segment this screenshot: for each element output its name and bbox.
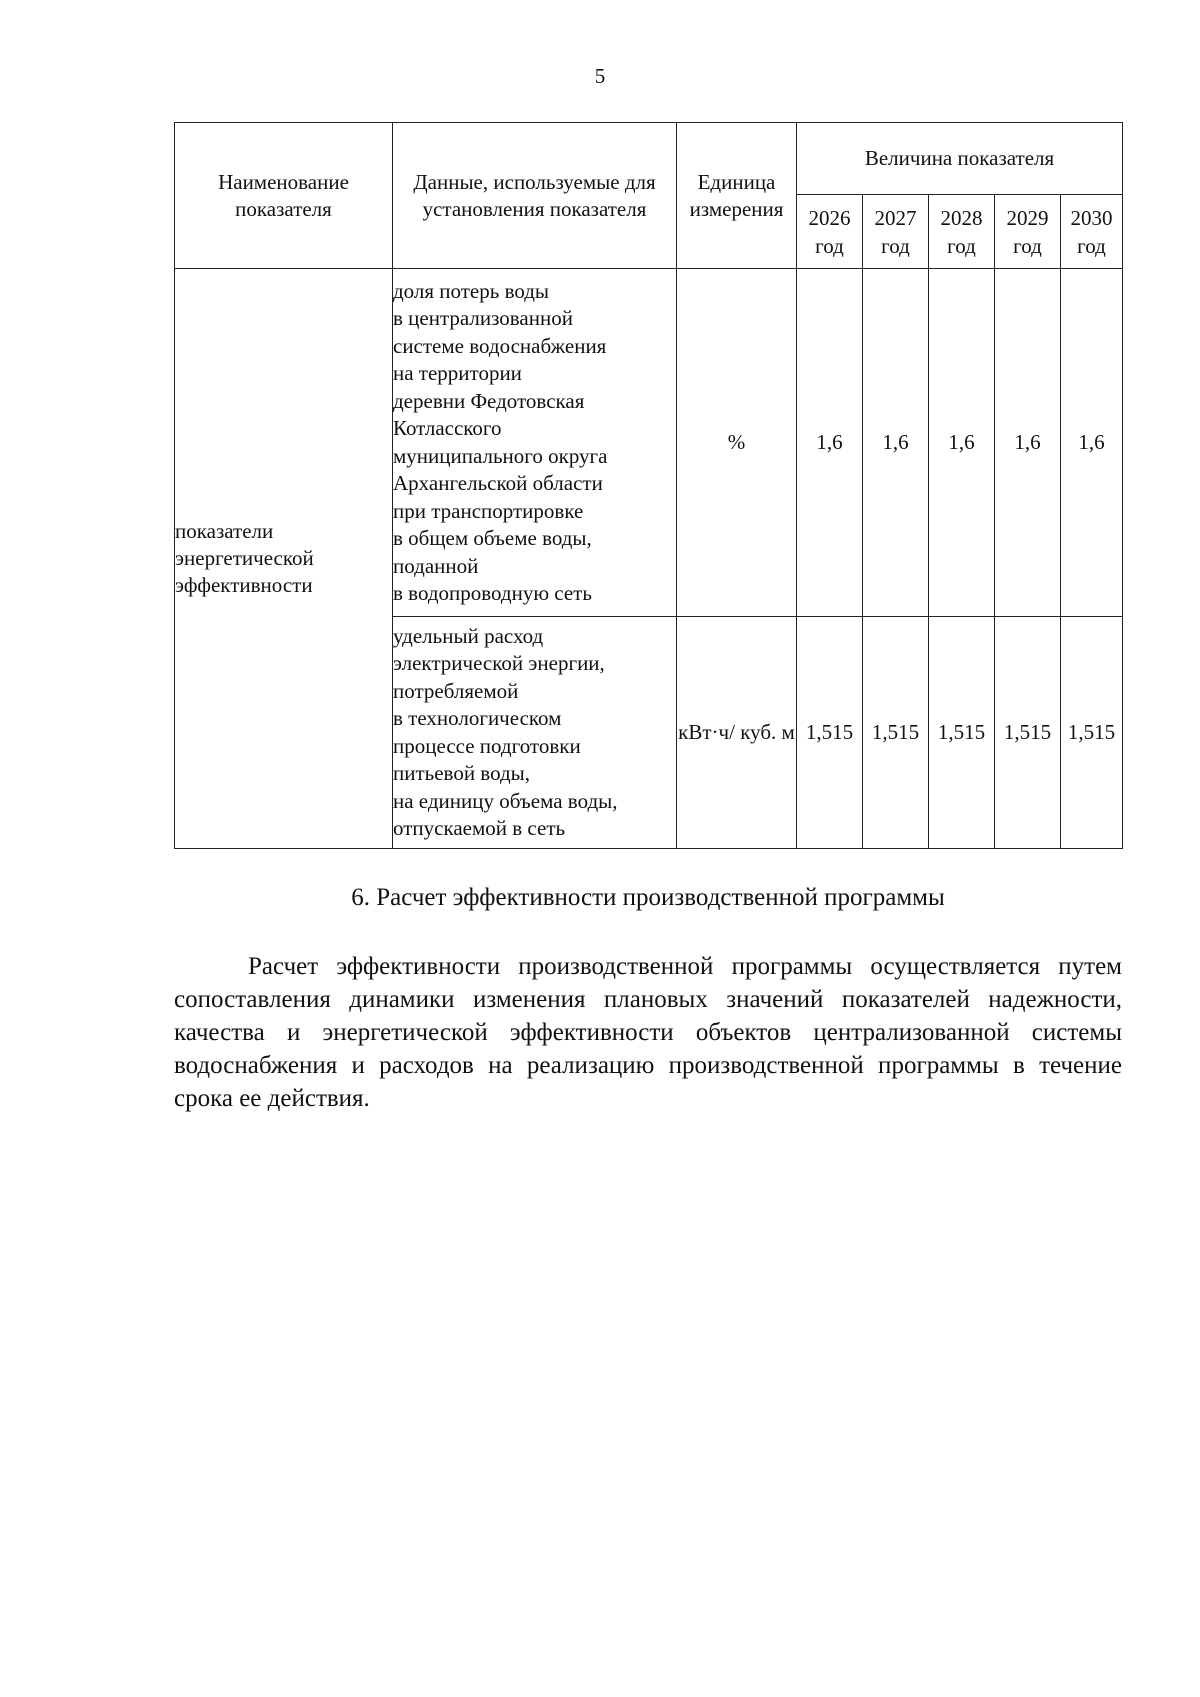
value-cell-2028: 1,6: [929, 269, 995, 617]
header-indicator-value: Величина показателя: [797, 123, 1123, 195]
value-cell-2028: 1,515: [929, 617, 995, 849]
value-cell-2027: 1,515: [863, 617, 929, 849]
page-number: 5: [594, 64, 606, 88]
source-data-cell: доля потерь воды в централизованной системе водоснабжения на территории деревни Федотовская Котласского муниципального округа Архангельской области при транспортировке в общем объеме воды, поданной в водопроводную сеть: [393, 269, 677, 617]
header-source-data: Данные, используемые для установления показателя: [393, 123, 677, 269]
header-indicator-name: Наименование показателя: [175, 123, 393, 269]
value-cell-2030: 1,515: [1061, 617, 1123, 849]
table-row: [175, 269, 1123, 617]
section-paragraph: Расчет эффективности производственной программы осуществляется путем сопоставления динамики изменения плановых значений показателей надежности, качества и энергетической эффективности объектов централизованной системы водоснабжения и расходов на реализацию производственной программы в течение срока ее действия.: [174, 953, 1122, 1112]
value-cell-2029: 1,6: [995, 269, 1061, 617]
value-cell-2026: 1,515: [797, 617, 863, 849]
header-year-2027: 2027 год: [863, 195, 929, 269]
header-year-2028: 2028 год: [929, 195, 995, 269]
indicator-group-name: показатели энергетической эффективности: [175, 269, 393, 849]
value-cell-2027: 1,6: [863, 269, 929, 617]
value-cell-2026: 1,6: [797, 269, 863, 617]
value-cell-2030: 1,6: [1061, 269, 1123, 617]
indicators-table: [174, 122, 1123, 849]
unit-cell: %: [677, 269, 797, 617]
header-year-2030: 2030 год: [1061, 195, 1123, 269]
value-cell-2029: 1,515: [995, 617, 1061, 849]
header-year-2029: 2029 год: [995, 195, 1061, 269]
unit-cell: кВт·ч/ куб. м: [677, 617, 797, 849]
source-data-cell: удельный расход электрической энергии, потребляемой в технологическом процессе подготовки питьевой воды, на единицу объема воды, отпускаемой в сеть: [393, 617, 677, 849]
section-heading: 6. Расчет эффективности производственной программы: [351, 884, 945, 911]
header-year-2026: 2026 год: [797, 195, 863, 269]
header-unit: Единица измерения: [677, 123, 797, 269]
